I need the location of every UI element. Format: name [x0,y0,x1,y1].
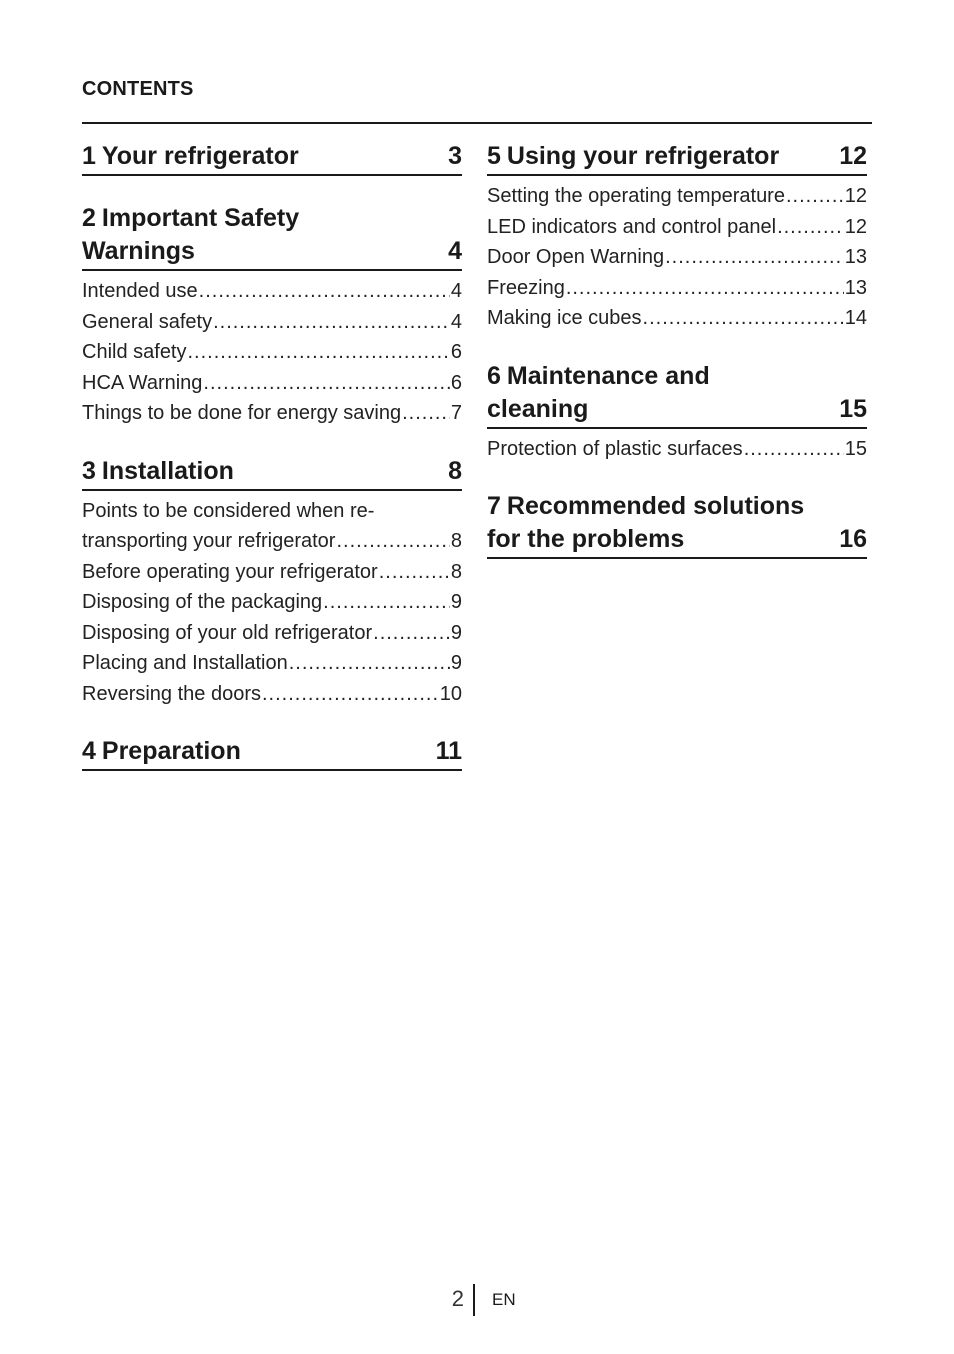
toc-entry[interactable] [487,181,867,212]
footer-page-number: 2 [451,1286,464,1311]
toc-entry[interactable] [82,557,462,588]
toc-entry-text: General safety [82,310,213,333]
dot-leader [199,276,450,307]
toc-entry-text: LED indicators and control panel [487,215,777,238]
footer-separator [473,1284,475,1316]
toc-entry-page: 13 [844,246,867,268]
section-title: Installation [101,456,234,485]
toc-section [82,202,462,429]
toc-entry-text: HCA Warning [82,371,203,394]
toc-entry[interactable] [82,337,462,368]
section-page: 16 [839,525,867,553]
section-number: 4 [82,737,96,765]
toc-entry-text: Door Open Warning [487,246,665,268]
toc-left-column [82,140,462,797]
section-heading[interactable] [82,735,462,771]
toc-entry[interactable] [82,618,462,649]
toc-entry[interactable] [82,368,462,399]
toc-section [487,490,867,559]
toc-entry[interactable] [82,496,462,557]
toc-entry-page: 9 [450,591,462,613]
toc-section [487,140,867,334]
section-page: 12 [839,142,867,170]
toc-entry-page: 13 [844,276,867,299]
dot-leader [786,181,844,212]
section-number: 6 [487,361,501,390]
section-heading[interactable] [487,140,867,176]
dot-leader [744,434,844,465]
section-heading-text [487,140,779,173]
footer-language: EN [492,1290,516,1309]
section-heading-text [82,455,234,488]
toc-entry-page: 12 [844,215,867,238]
toc-entry-page: 7 [450,402,462,424]
section-number: 7 [487,492,501,520]
toc-entry[interactable] [82,276,462,307]
section-heading[interactable] [82,455,462,491]
section-heading[interactable] [487,360,867,429]
dot-leader [777,212,844,243]
toc-section [487,360,867,465]
section-heading-text [82,202,299,268]
section-heading[interactable] [82,140,462,176]
toc-entry[interactable] [82,679,462,710]
section-number: 1 [82,142,96,170]
toc-entry-text: Points to be considered when re- [82,499,375,522]
toc-entry-page: 6 [450,371,462,394]
toc-entry-text: Before operating your refrigerator [82,560,378,583]
toc-entry-text: Disposing of the packaging [82,591,323,613]
toc-entry-text: Placing and Installation [82,652,288,674]
toc-entry-text: Protection of plastic surfaces [487,437,743,460]
section-heading-text [487,360,710,426]
dot-leader [323,587,450,618]
top-divider [82,122,872,124]
toc-entry[interactable] [82,307,462,338]
toc-entry-text: Making ice cubes [487,307,642,329]
toc-entry[interactable] [487,212,867,243]
section-number: 3 [82,456,96,485]
toc-entry-list [82,496,462,710]
toc-right-column [487,140,867,585]
section-title: Recommended solutions for the problems [487,492,805,553]
toc-entry-page: 9 [450,621,462,644]
section-number: 2 [82,204,96,232]
toc-entry[interactable] [82,398,462,429]
toc-entry-page: 10 [439,682,462,705]
section-title: Your refrigerator [101,142,299,170]
dot-leader [373,618,450,649]
contents-heading: CONTENTS [82,78,194,100]
toc-entry-text: Things to be done for energy saving [82,402,402,424]
toc-entry-page: 6 [450,341,462,363]
toc-entry-text: Disposing of your old refrigerator [82,621,373,644]
dot-leader [379,557,450,588]
toc-entry-page: 12 [844,185,867,207]
toc-entry-list [82,276,462,429]
dot-leader [643,303,844,334]
dot-leader [665,242,844,273]
section-title: Important Safety Warnings [82,204,300,265]
toc-entry-text: Intended use [82,280,198,302]
toc-section [82,140,462,176]
dot-leader [213,307,450,338]
toc-section [82,735,462,771]
toc-entry-page: 9 [450,652,462,674]
section-title: Preparation [101,737,241,765]
toc-entry-text: Freezing [487,276,565,299]
section-number: 5 [487,142,501,170]
toc-entry-line [82,526,462,557]
toc-entry-text: Reversing the doors [82,682,261,705]
toc-entry[interactable] [487,242,867,273]
toc-entry[interactable] [487,434,867,465]
toc-entry[interactable] [487,303,867,334]
dot-leader [336,526,449,557]
toc-section [82,455,462,710]
toc-entry-page: 4 [450,310,462,333]
toc-entry[interactable] [487,273,867,304]
section-heading[interactable] [82,202,462,271]
section-page: 8 [448,456,462,485]
toc-entry-list [487,181,867,334]
section-heading-text [487,490,804,556]
dot-leader [402,398,450,429]
page-footer [0,1284,954,1316]
toc-entry-list [487,434,867,465]
toc-entry-text-continued: transporting your refrigerator [82,530,336,552]
toc-entry[interactable] [82,648,462,679]
toc-entry-page: 8 [450,560,462,583]
section-page: 3 [448,142,462,170]
toc-entry-text: Child safety [82,341,187,363]
dot-leader [203,368,449,399]
dot-leader [188,337,450,368]
section-title: Maintenance and cleaning [487,361,710,423]
dot-leader [566,273,844,304]
dot-leader [289,648,450,679]
section-heading-text [82,735,241,768]
toc-entry-page: 15 [844,437,867,460]
toc-entry-page: 8 [450,530,462,552]
section-page: 15 [839,394,867,423]
toc-entry-text: Setting the operating temperature [487,185,785,207]
toc-entry[interactable] [82,587,462,618]
section-page: 11 [435,737,462,765]
section-title: Using your refrigerator [506,142,780,170]
section-heading-text [82,140,299,173]
toc-entry-page: 4 [450,280,462,302]
toc-entry-page: 14 [844,307,867,329]
dot-leader [262,679,439,710]
section-heading[interactable] [487,490,867,559]
section-page: 4 [448,237,462,265]
